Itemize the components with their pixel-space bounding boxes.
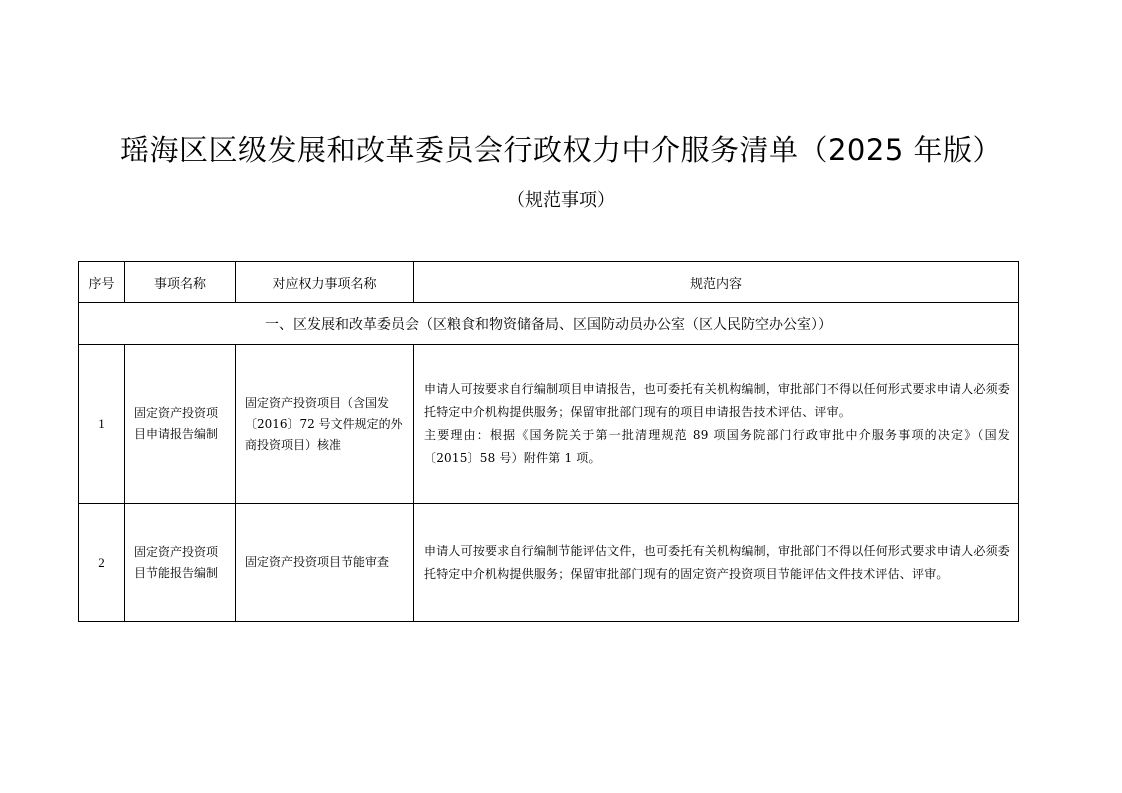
row-content <box>414 345 1019 504</box>
table-header-row <box>79 262 1019 303</box>
table-row <box>79 345 1019 504</box>
row-seq: 1 <box>79 345 125 504</box>
header-power-item-name: 对应权力事项名称 <box>236 262 414 303</box>
table-row <box>79 504 1019 622</box>
row-item-name: 固定资产投资项目节能报告编制 <box>125 504 236 622</box>
header-seq: 序号 <box>79 262 125 303</box>
row-content <box>414 504 1019 622</box>
service-list-table <box>78 261 1019 622</box>
row-seq: 2 <box>79 504 125 622</box>
section-heading: 一、区发展和改革委员会（区粮食和物资储备局、区国防动员办公室（区人民防空办公室）） <box>79 303 1019 345</box>
row-content-reason: 主要理由：根据《国务院关于第一批清理规范 89 项国务院部门行政审批中介服务事项的决定》（国发〔2015〕58 号）附件第 1 项。 <box>424 428 1010 465</box>
row-content-main: 申请人可按要求自行编制项目申请报告，也可委托有关机构编制，审批部门不得以任何形式要求申请人必须委托特定中介机构提供服务；保留审批部门现有的项目申请报告技术评估、评审。 <box>424 382 1010 419</box>
section-row <box>79 303 1019 345</box>
header-item-name: 事项名称 <box>125 262 236 303</box>
document-subtitle: （规范事项） <box>507 190 615 211</box>
row-power-item-name: 固定资产投资项目（含国发〔2016〕72 号文件规定的外商投资项目）核准 <box>236 345 414 504</box>
row-item-name: 固定资产投资项目申请报告编制 <box>125 345 236 504</box>
header-content: 规范内容 <box>414 262 1019 303</box>
row-content-main: 申请人可按要求自行编制节能评估文件，也可委托有关机构编制，审批部门不得以任何形式要求申请人必须委托特定中介机构提供服务；保留审批部门现有的固定资产投资项目节能评估文件技术评估、评审。 <box>424 543 1010 581</box>
document-title: 瑶海区区级发展和改革委员会行政权力中介服务清单（2025 年版） <box>119 133 1003 167</box>
row-power-item-name: 固定资产投资项目节能审查 <box>236 504 414 622</box>
